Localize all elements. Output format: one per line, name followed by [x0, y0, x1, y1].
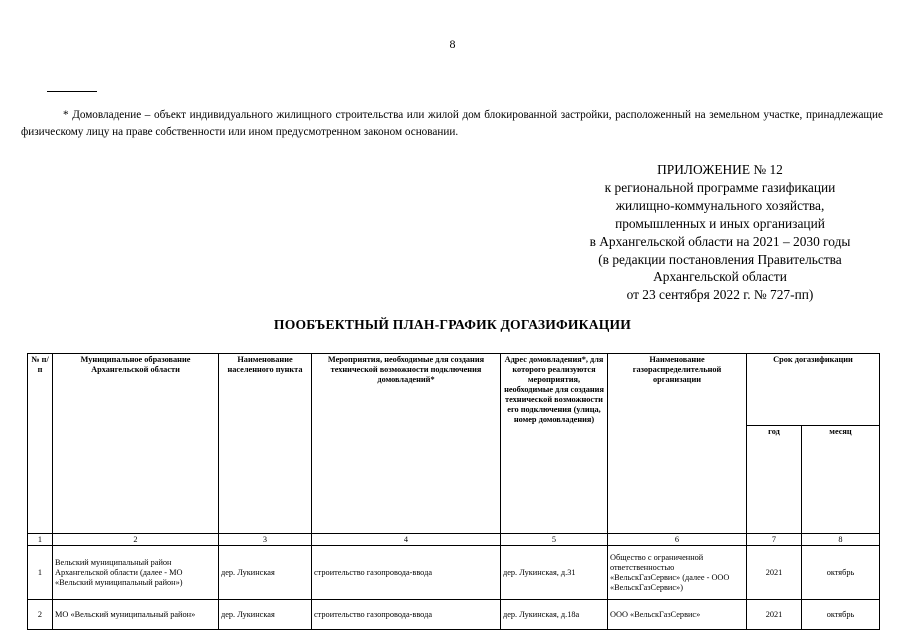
cell-num: 1 [28, 546, 53, 600]
appendix-line: ПРИЛОЖЕНИЕ № 12 [657, 162, 783, 177]
cell-municipality: МО «Вельский муниципальный район» [53, 600, 219, 630]
column-number: 7 [747, 534, 802, 546]
page-number: 8 [449, 37, 456, 51]
footnote: * Домовладение – объект индивидуального жилищного строительства или жилой дом блокированной застройки, расположенный на земельном участке, принадлежащие физическому лицу на праве собственности или ином предусмотренном законом основании. [21, 109, 883, 138]
gasification-schedule-table [27, 353, 880, 630]
header-settlement: Наименование населенного пункта [219, 354, 312, 534]
cell-address: дер. Лукинская, д.31 [501, 546, 608, 600]
table-row [28, 600, 880, 630]
column-number-row [28, 534, 880, 546]
column-number: 8 [802, 534, 880, 546]
cell-measures: строительство газопровода-ввода [312, 600, 501, 630]
header-municipality: Муниципальное образование Архангельской области [53, 354, 219, 534]
appendix-line: в Архангельской области на 2021 – 2030 годы [589, 233, 851, 249]
appendix-line: от 23 сентября 2022 г. № 727-пп) [626, 287, 814, 303]
appendix-line: к региональной программе газификации [604, 179, 836, 195]
cell-month: октябрь [802, 600, 880, 630]
cell-settlement: дер. Лукинская [219, 600, 312, 630]
column-number: 5 [501, 534, 608, 546]
appendix-line: (в редакции постановления Правительства [598, 251, 842, 267]
footnote-separator [47, 91, 97, 92]
document-title: ПООБЪЕКТНЫЙ ПЛАН-ГРАФИК ДОГАЗИФИКАЦИИ [273, 317, 632, 332]
cell-year: 2021 [747, 546, 802, 600]
header-year: год [747, 426, 802, 534]
column-number: 2 [53, 534, 219, 546]
appendix-line: Архангельской области [653, 269, 787, 285]
header-row [28, 354, 880, 426]
header-num: № п/п [28, 354, 53, 534]
cell-municipality: Вельский муниципальный район Архангельской области (далее - МО «Вельский муниципальный район») [53, 546, 219, 600]
column-number: 6 [608, 534, 747, 546]
column-number: 4 [312, 534, 501, 546]
cell-gas-org: Общество с ограниченной ответственностью «ВельскГазСервис» (далее - ООО «ВельскГазСервис») [608, 546, 747, 600]
header-deadline: Срок догазификации [747, 354, 880, 426]
cell-num: 2 [28, 600, 53, 630]
header-measures: Мероприятия, необходимые для создания технической возможности подключения домовладений* [312, 354, 501, 534]
table-row [28, 546, 880, 600]
column-number: 3 [219, 534, 312, 546]
header-gas-org: Наименование газораспределительной организации [608, 354, 747, 534]
header-month: месяц [802, 426, 880, 534]
column-number: 1 [28, 534, 53, 546]
cell-settlement: дер. Лукинская [219, 546, 312, 600]
header-address: Адрес домовладения*, для которого реализуются мероприятия, необходимые для создания технической возможности его подключения (улица, номер домовладения) [501, 354, 608, 534]
cell-gas-org: ООО «ВельскГазСервис» [608, 600, 747, 630]
appendix-line: промышленных и иных организаций [615, 215, 825, 231]
cell-address: дер. Лукинская, д.18а [501, 600, 608, 630]
appendix-line: жилищно-коммунального хозяйства, [615, 197, 825, 213]
cell-year: 2021 [747, 600, 802, 630]
cell-month: октябрь [802, 546, 880, 600]
cell-measures: строительство газопровода-ввода [312, 546, 501, 600]
appendix-header [545, 161, 895, 304]
